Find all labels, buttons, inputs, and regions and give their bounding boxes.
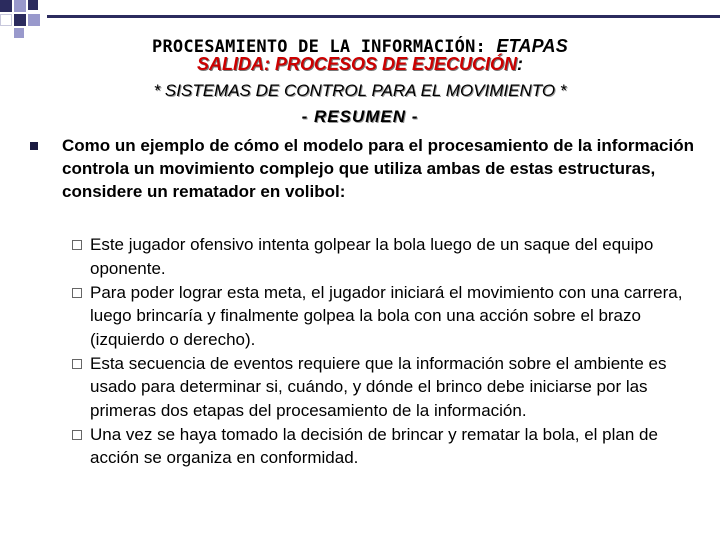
list-item [62, 352, 702, 423]
sub-point-list [62, 233, 702, 470]
hollow-square-bullet-icon [72, 288, 82, 298]
resumen-heading: - RESUMEN - [301, 107, 419, 126]
corner-decoration [0, 0, 720, 40]
hollow-square-bullet-icon [72, 359, 82, 369]
sub-point-text: Para poder lograr esta meta, el jugador iniciará el movimiento con una carrera, luego brincaría y finalmente golpea la bola con una acción sobre el brazo (izquierdo o derecho). [90, 282, 683, 349]
list-item [62, 423, 702, 470]
hollow-square-bullet-icon [72, 240, 82, 250]
subtitle-text: SALIDA: PROCESOS DE EJECUCIÓN [196, 54, 518, 74]
list-item [62, 281, 702, 352]
title-main: PROCESAMIENTO DE LA INFORMACIÓN: [152, 37, 486, 57]
header-rule [47, 15, 720, 18]
main-point: Como un ejemplo de cómo el modelo para el procesamiento de la información controla un movimiento complejo que utiliza ambas de estas estructuras, considere un rematador en volibol: [62, 136, 694, 202]
deco-square [0, 14, 12, 26]
sub-point-text: Una vez se haya tomado la decisión de brincar y rematar la bola, el plan de acción se organiza en conformidad. [90, 424, 658, 467]
sub-point-text: Este jugador ofensivo intenta golpear la bola luego de un saque del equipo oponente. [90, 235, 654, 278]
hollow-square-bullet-icon [72, 430, 82, 440]
slide-subtitle [0, 54, 720, 75]
title-italic: ETAPAS [496, 36, 568, 56]
section-heading: * SISTEMAS DE CONTROL PARA EL MOVIMIENTO * [153, 81, 567, 100]
list-item [62, 233, 702, 280]
square-bullet-icon [30, 142, 38, 150]
deco-square [14, 0, 26, 12]
deco-square [28, 0, 38, 10]
subtitle-colon: : [517, 54, 524, 74]
deco-square [0, 0, 12, 12]
deco-square [28, 14, 40, 26]
deco-square [14, 14, 26, 26]
sub-point-text: Esta secuencia de eventos requiere que la información sobre el ambiente es usado para determinar si, cuándo, y dónde el brinco debe iniciarse por las primeras dos etapas del procesamiento de la información. [90, 353, 667, 420]
